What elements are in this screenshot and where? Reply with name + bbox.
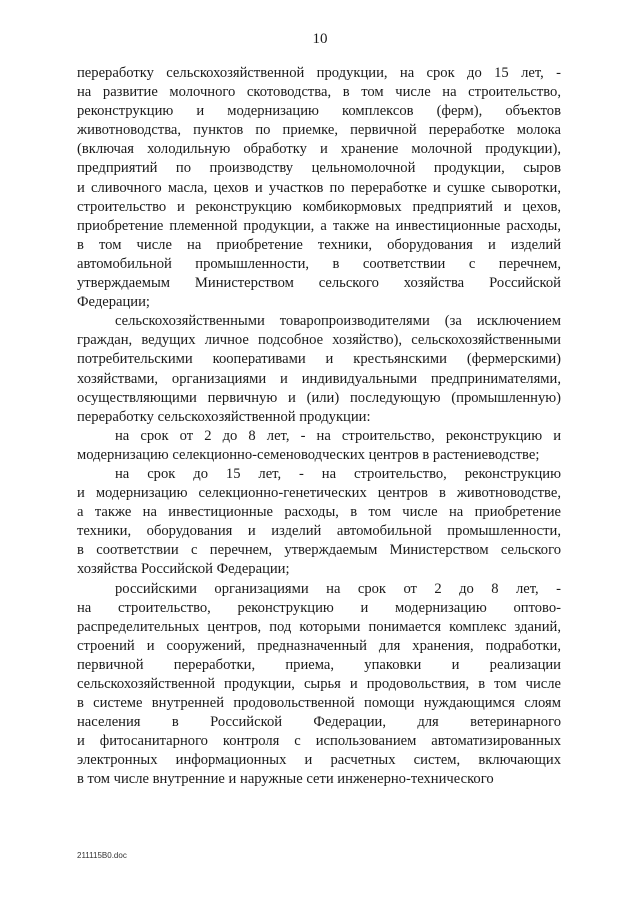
text-line: на развитие молочного скотоводства, в том числе на строительство, [77,84,561,101]
text-line: на строительство, реконструкцию и модернизацию оптово- [77,599,561,616]
text-line: строительство и реконструкцию комбикормовых предприятий и цехов, [77,198,561,215]
text-line: в том числе на приобретение техники, оборудования и изделий [77,236,561,253]
text-line: и фитосанитарного контроля с использованием автоматизированных [77,733,561,750]
text-line: и модернизацию селекционно-генетических центров в животноводстве, [77,485,561,502]
text-line: предприятий по производству цельномолочной продукции, сыров [77,160,561,177]
text-line: хозяйства Российской Федерации; [77,561,290,578]
text-line: переработку сельскохозяйственной продукции, на срок до 15 лет, - [77,65,561,81]
text-line: в соответствии с перечнем, утверждаемым Министерством сельского [77,542,561,559]
text-line: животноводства, пунктов по приемке, первичной переработке молока [77,122,561,139]
text-line: реконструкцию и модернизацию комплексов (ферм), объектов [77,103,561,120]
text-line: утверждаемым Министерством сельского хозяйства Российской [77,275,561,292]
document-body [77,64,561,790]
document-file-id: 211115B0.doc [77,851,127,860]
text-line: сельскохозяйственной продукции, сырья и продовольствия, в том числе [77,676,561,692]
page-number: 10 [312,31,328,47]
text-line: электронных информационных и расчетных систем, включающих [77,752,561,769]
text-line: в системе внутренней продовольственной помощи нуждающимся слоям [77,695,561,712]
text-line: граждан, ведущих личное подсобное хозяйство), сельскохозяйственными [77,332,561,349]
text-line: распределительных центров, под которыми понимается комплекс зданий, [77,618,561,635]
text-line: населения в Российской Федерации, для ветеринарного [77,714,561,731]
text-line: модернизацию селекционно-семеноводческих центров в растениеводстве; [77,446,540,463]
text-line: хозяйствами, организациями и индивидуальными предпринимателями, [77,370,561,387]
text-line: а также на инвестиционные расходы, в том числе на приобретение [77,504,561,521]
paragraph [77,427,561,465]
text-line: приобретение племенной продукции, а также на инвестиционные расходы, [77,217,561,234]
text-line: техники, оборудования и изделий автомобильной промышленности, [77,523,561,540]
text-line: первичной переработки, приема, упаковки и реализации [77,656,561,673]
text-line: потребительскими кооперативами и крестьянскими (фермерскими) [77,351,561,368]
text-line: на срок до 15 лет, - на строительство, реконструкцию [115,465,561,482]
text-line: переработку сельскохозяйственной продукции: [77,408,371,425]
text-line: Федерации; [77,294,150,311]
paragraph [77,312,561,427]
text-line: осуществляющими первичную и (или) последующую (промышленную) [77,389,561,406]
text-line: сельскохозяйственными товаропроизводителями (за исключением [115,313,561,330]
text-line: (включая холодильную обработку и хранение молочной продукции), [77,141,561,158]
text-line: в том числе внутренние и наружные сети инженерно-технического [77,771,494,788]
paragraph [77,465,561,580]
text-line: российскими организациями на срок от 2 до 8 лет, - [115,580,561,597]
text-line: автомобильной промышленности, в соответствии с перечнем, [77,255,561,272]
text-line: на срок от 2 до 8 лет, - на строительство, реконструкцию и [115,427,561,444]
text-line: строений и сооружений, предназначенный для хранения, подработки, [77,637,561,654]
paragraph [77,580,561,790]
paragraph [77,64,561,312]
text-line: и сливочного масла, цехов и участков по переработке и сушке сыворотки, [77,179,561,196]
